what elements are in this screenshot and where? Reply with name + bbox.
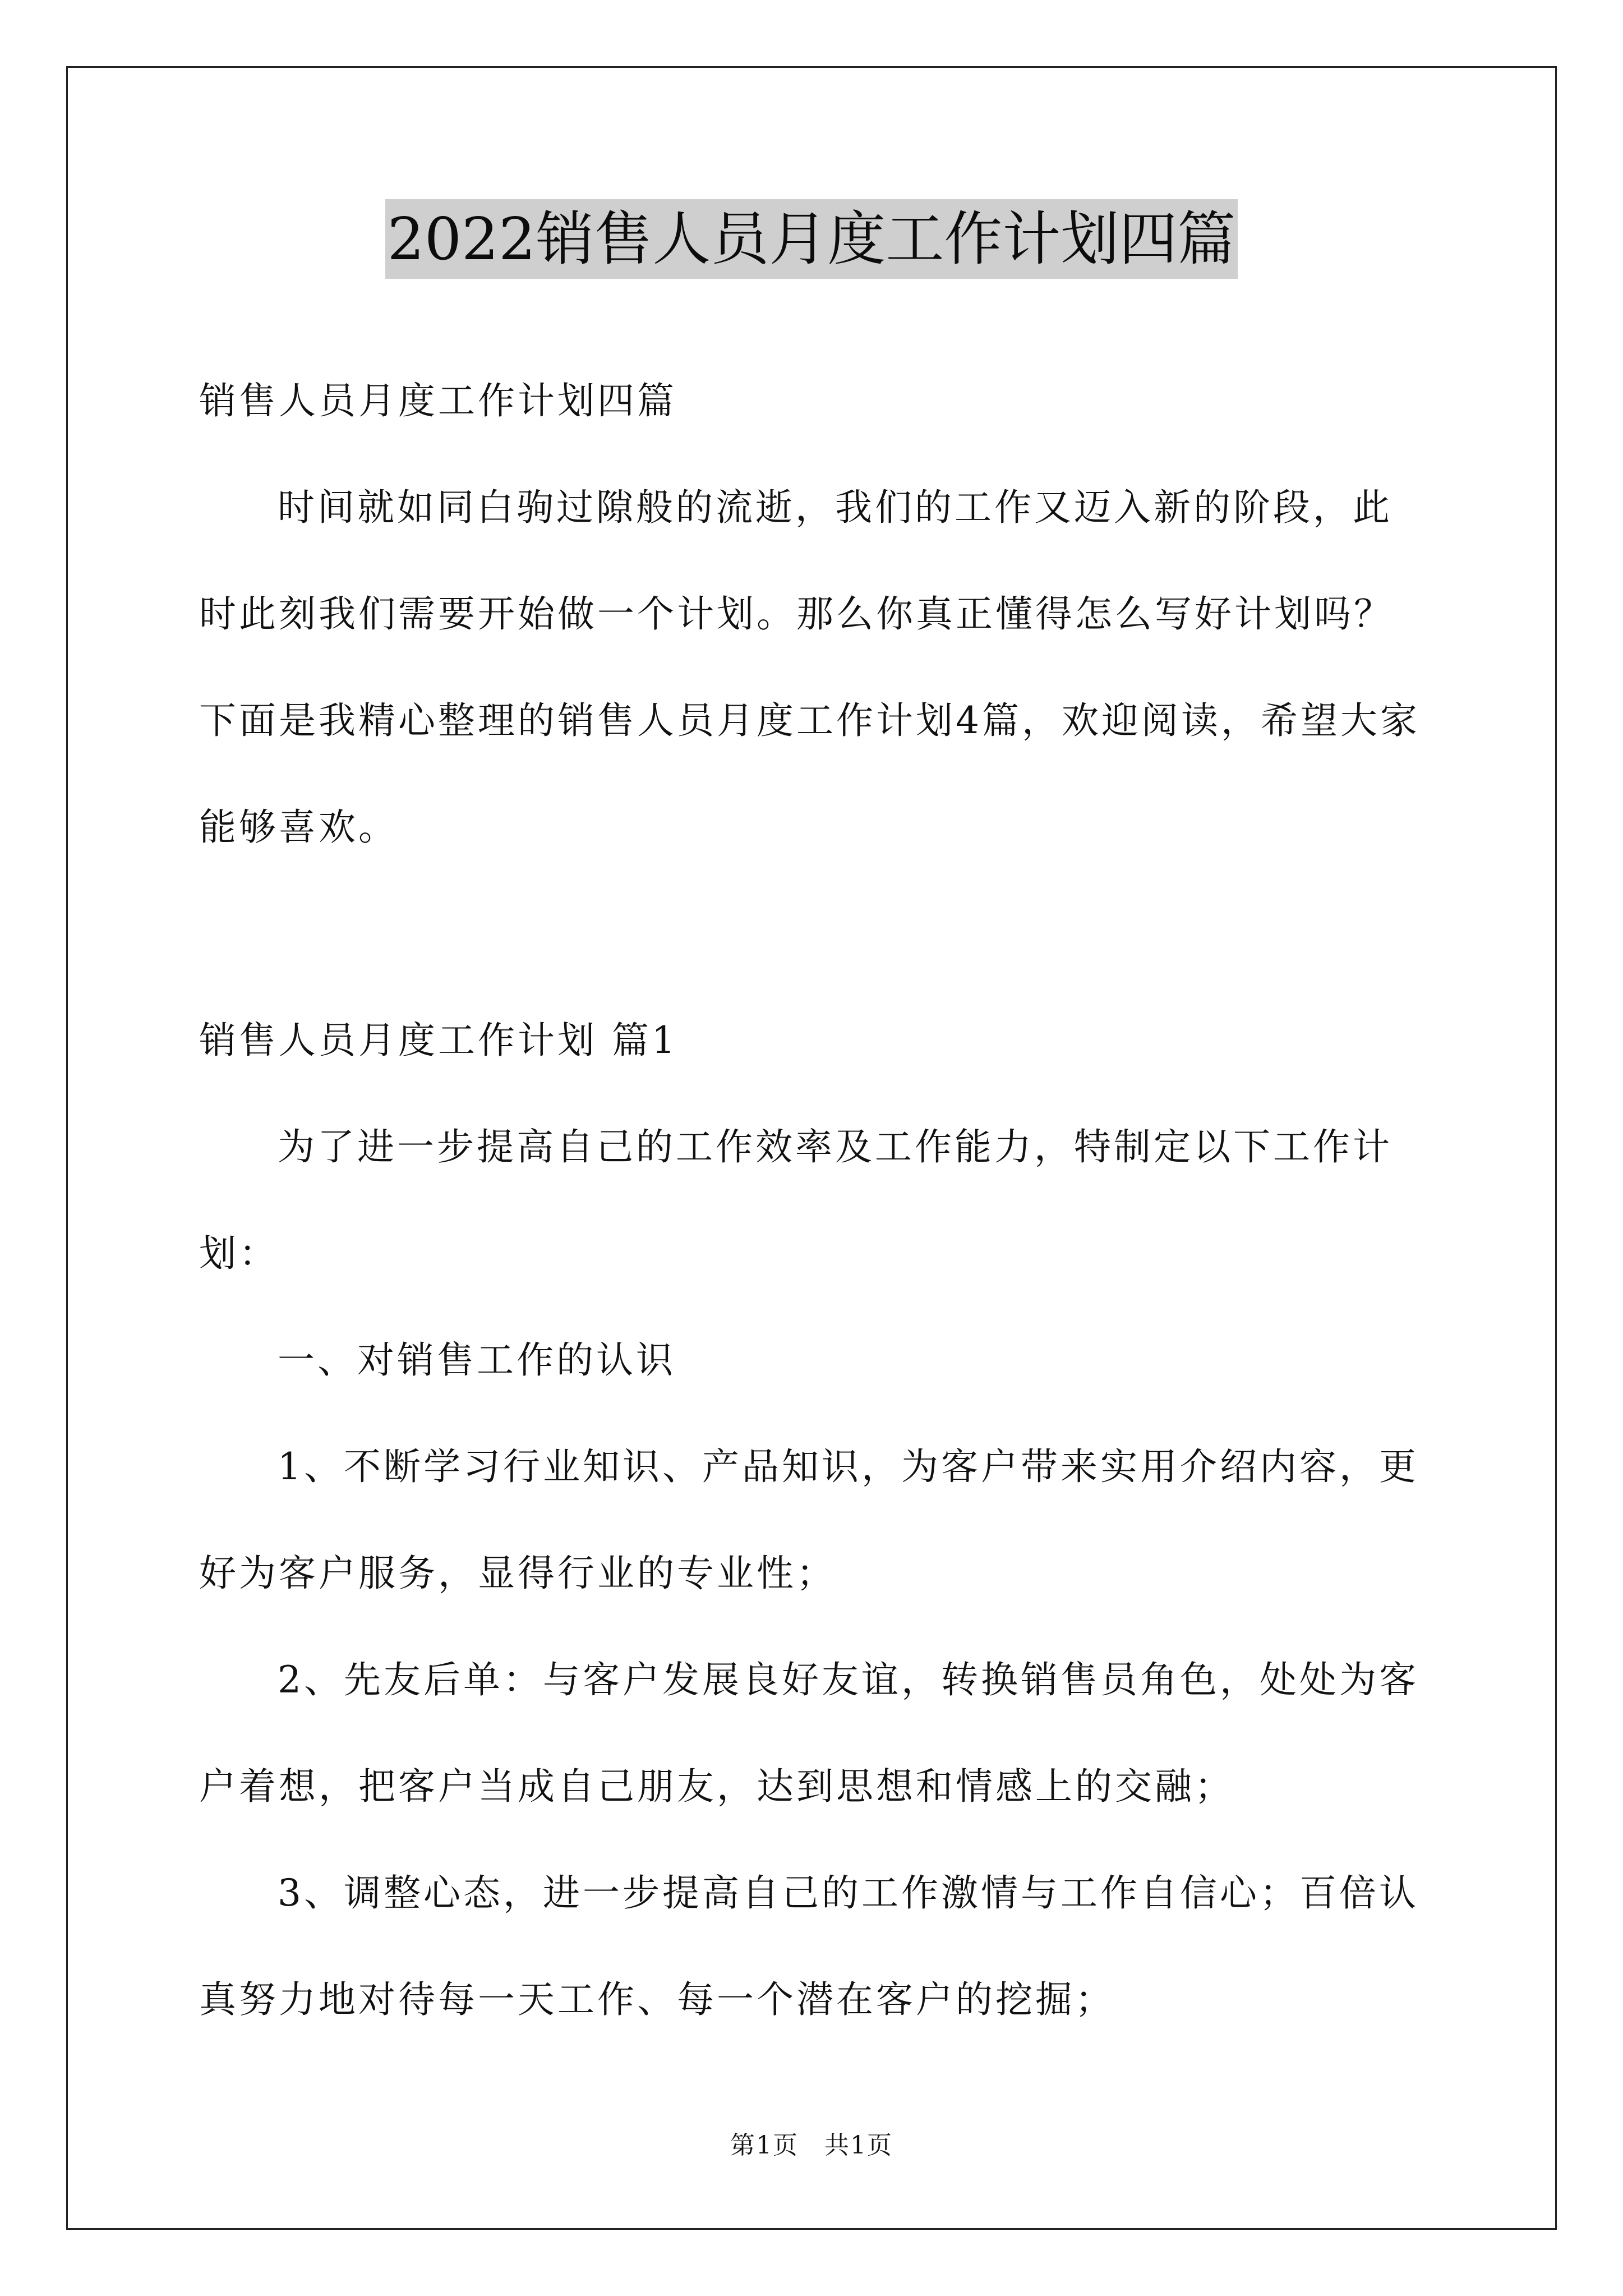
paragraph-gap — [199, 881, 1430, 987]
subsection-heading: 一、对销售工作的认识 — [278, 1338, 676, 1382]
intro-paragraph: 时间就如同白驹过隙般的流逝，我们的工作又迈入新的阶段，此时此刻我们需要开始做一个计划。那么你真正懂得怎么写好计划吗？下面是我精心整理的销售人员月度工作计划4篇，欢迎阅读，希望大家能够喜欢。 — [199, 486, 1420, 849]
body-paragraph: 为了进一步提高自己的工作效率及工作能力，特制定以下工作计划： — [199, 1125, 1393, 1275]
title-container — [0, 199, 1623, 279]
document-title: 2022销售人员月度工作计划四篇 — [385, 199, 1238, 279]
list-item: 1、不断学习行业知识、产品知识，为客户带来实用介绍内容，更好为客户服务，显得行业的专业性； — [199, 1445, 1419, 1595]
page-footer: 第1页 共1页 — [730, 2131, 893, 2160]
list-item: 2、先友后单：与客户发展良好友谊，转换销售员角色，处处为客户着想，把客户当成自己朋友，达到思想和情感上的交融； — [199, 1658, 1419, 1808]
list-item: 3、调整心态，进一步提高自己的工作激情与工作自信心；百倍认真努力地对待每一天工作、每一个潜在客户的挖掘； — [199, 1871, 1419, 2021]
document-body — [199, 348, 1430, 2053]
subtitle-paragraph: 销售人员月度工作计划四篇 — [199, 379, 677, 422]
section-heading: 销售人员月度工作计划 篇1 — [199, 1019, 678, 1062]
